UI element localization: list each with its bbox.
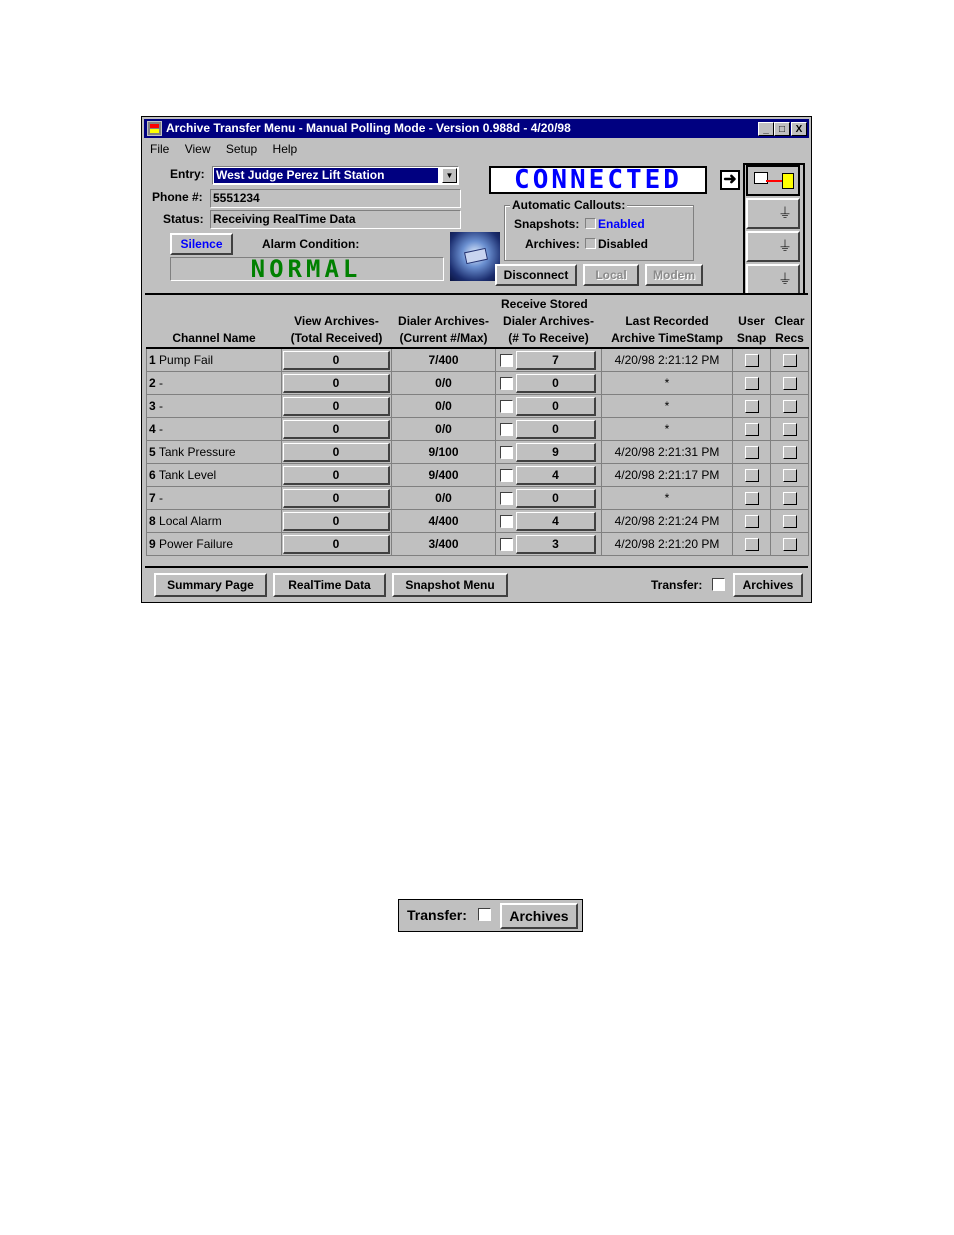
status-label: Status: — [163, 212, 204, 226]
footer-divider — [145, 566, 808, 568]
view-archives-cell — [282, 510, 392, 533]
detail-transfer-label: Transfer: — [407, 907, 467, 923]
view-archives-cell — [282, 372, 392, 395]
channel-name-cell — [147, 372, 282, 395]
receive-count-button[interactable]: 0 — [516, 374, 596, 393]
line-1-button[interactable] — [746, 198, 800, 229]
disconnect-button[interactable]: Disconnect — [495, 264, 577, 286]
ground-icon: ⏚ — [778, 205, 792, 221]
line-3-button[interactable] — [746, 264, 800, 295]
view-archives-button[interactable]: 0 — [283, 443, 390, 462]
detail-transfer-checkbox[interactable] — [478, 908, 491, 921]
dialer-receive-cell — [496, 372, 602, 395]
archive-transfer-window — [141, 116, 812, 603]
view-archives-button[interactable]: 0 — [283, 466, 390, 485]
network-icon — [754, 172, 768, 184]
arrow-right-icon[interactable]: ➜ — [720, 170, 740, 190]
receive-count-button[interactable]: 3 — [516, 535, 596, 554]
col-dialer-receive-l1: Dialer Archives- — [503, 314, 594, 328]
dialer-receive-cell — [496, 418, 602, 441]
clear-recs-cell — [771, 372, 809, 395]
snapshots-label: Snapshots: — [514, 217, 580, 231]
clear-recs-button[interactable] — [783, 492, 797, 505]
col-dialer-receive-l2: (# To Receive) — [508, 331, 589, 345]
minimize-button[interactable]: _ — [758, 122, 774, 136]
channel-number: 8 — [149, 514, 156, 528]
channel-name-cell — [147, 533, 282, 556]
detail-archives-button[interactable]: Archives — [500, 903, 578, 929]
summary-page-button[interactable]: Summary Page — [154, 573, 267, 597]
view-archives-button[interactable]: 0 — [283, 512, 390, 531]
menu-file[interactable]: File — [150, 142, 170, 156]
receive-checkbox[interactable] — [500, 377, 513, 390]
menu-help[interactable]: Help — [272, 142, 298, 156]
table-row — [147, 533, 809, 556]
user-snap-button[interactable] — [745, 377, 759, 390]
user-snap-button[interactable] — [745, 423, 759, 436]
title-bar[interactable] — [144, 119, 809, 138]
clear-recs-cell — [771, 418, 809, 441]
clear-recs-button[interactable] — [783, 538, 797, 551]
dialer-current-cell: 0/0 — [392, 487, 496, 510]
channel-name: Pump Fail — [159, 353, 214, 367]
network-link-icon — [766, 180, 782, 182]
user-snap-cell — [733, 372, 771, 395]
clear-recs-button[interactable] — [783, 469, 797, 482]
col-dialer-current-l2: (Current #/Max) — [399, 331, 488, 345]
modem-button[interactable]: Modem — [645, 264, 703, 286]
channel-number: 7 — [149, 491, 156, 505]
col-channel-name-label: Channel Name — [172, 331, 256, 345]
channel-number: 5 — [149, 445, 156, 459]
table-row — [147, 348, 809, 372]
channel-name: Power Failure — [159, 537, 234, 551]
col-user-snap-l1: User — [738, 314, 765, 328]
phone-label: Phone #: — [152, 190, 203, 204]
channel-name: - — [159, 491, 164, 505]
user-snap-cell — [733, 395, 771, 418]
timestamp-cell: * — [602, 372, 733, 395]
view-archives-cell — [282, 533, 392, 556]
receive-checkbox[interactable] — [500, 423, 513, 436]
realtime-data-button[interactable]: RealTime Data — [273, 573, 386, 597]
col-view-archives — [282, 313, 392, 348]
view-archives-cell — [282, 348, 392, 372]
col-view-archives-l2: (Total Received) — [290, 331, 383, 345]
dialer-receive-cell — [496, 395, 602, 418]
user-snap-cell — [733, 510, 771, 533]
ground-icon: ⏚ — [778, 271, 792, 287]
channel-number: 1 — [149, 353, 156, 367]
dialer-current-cell: 0/0 — [392, 372, 496, 395]
table-row — [147, 418, 809, 441]
timestamp-cell: 4/20/98 2:21:17 PM — [602, 464, 733, 487]
receive-checkbox[interactable] — [500, 538, 513, 551]
channel-name-cell — [147, 464, 282, 487]
phone-field[interactable]: 5551234 — [210, 189, 461, 208]
alarm-condition-label: Alarm Condition: — [262, 237, 360, 251]
snapshot-menu-button[interactable]: Snapshot Menu — [392, 573, 508, 597]
clear-recs-cell — [771, 395, 809, 418]
col-clear-recs — [771, 313, 809, 348]
dialer-current-cell: 0/0 — [392, 395, 496, 418]
channel-number: 2 — [149, 376, 156, 390]
receive-checkbox[interactable] — [500, 515, 513, 528]
header-divider — [145, 293, 808, 295]
transfer-checkbox[interactable] — [712, 578, 725, 591]
app-icon[interactable] — [147, 121, 162, 136]
modem-device-icon — [782, 173, 794, 189]
window-title: Archive Transfer Menu - Manual Polling Mode - Version 0.988d - 4/20/98 — [166, 121, 571, 135]
transfer-label: Transfer: — [651, 578, 703, 592]
timestamp-cell: 4/20/98 2:21:24 PM — [602, 510, 733, 533]
user-snap-button[interactable] — [745, 538, 759, 551]
col-channel-name — [147, 313, 282, 348]
col-clear-recs-l2: Recs — [775, 331, 804, 345]
clear-recs-cell — [771, 441, 809, 464]
channel-name-cell — [147, 418, 282, 441]
user-snap-button[interactable] — [745, 354, 759, 367]
dialer-current-cell: 4/400 — [392, 510, 496, 533]
clear-recs-button[interactable] — [783, 446, 797, 459]
maximize-button[interactable]: □ — [774, 122, 790, 136]
clear-recs-cell — [771, 533, 809, 556]
user-snap-cell — [733, 441, 771, 464]
channel-name: - — [159, 422, 164, 436]
channel-number: 3 — [149, 399, 156, 413]
receive-count-button[interactable]: 4 — [516, 512, 596, 531]
entry-selected-value: West Judge Perez Lift Station — [214, 168, 438, 183]
table-row — [147, 464, 809, 487]
dialer-current-cell: 7/400 — [392, 348, 496, 372]
user-snap-button[interactable] — [745, 515, 759, 528]
table-row — [147, 510, 809, 533]
view-archives-button[interactable]: 0 — [283, 489, 390, 508]
dialer-receive-cell — [496, 348, 602, 372]
ground-icon: ⏚ — [778, 238, 792, 254]
channel-name: Tank Pressure — [158, 445, 236, 459]
channel-number: 4 — [149, 422, 156, 436]
alarm-condition-value: NORMAL — [250, 257, 362, 281]
channel-name-cell — [147, 487, 282, 510]
satellite-logo-icon — [450, 232, 500, 281]
channel-table — [146, 313, 809, 556]
receive-count-button[interactable]: 0 — [516, 489, 596, 508]
view-archives-button[interactable]: 0 — [283, 535, 390, 554]
timestamp-cell: 4/20/98 2:21:20 PM — [602, 533, 733, 556]
table-row — [147, 487, 809, 510]
line-2-button[interactable] — [746, 231, 800, 262]
receive-stored-header: Receive Stored — [501, 297, 588, 311]
channel-name-cell — [147, 441, 282, 464]
connection-status-display: CONNECTED — [489, 166, 707, 194]
menu-setup[interactable]: Setup — [225, 142, 258, 156]
dialer-receive-cell — [496, 510, 602, 533]
col-last-recorded-l2: Archive TimeStamp — [611, 331, 723, 345]
dialer-receive-cell — [496, 441, 602, 464]
view-archives-cell — [282, 418, 392, 441]
col-view-archives-l1: View Archives- — [294, 314, 379, 328]
timestamp-cell: * — [602, 487, 733, 510]
user-snap-cell — [733, 487, 771, 510]
alarm-condition-display — [170, 257, 444, 281]
dialer-receive-cell — [496, 533, 602, 556]
silence-button[interactable]: Silence — [170, 233, 233, 255]
col-user-snap-l2: Snap — [736, 331, 767, 345]
automatic-callouts-title: Automatic Callouts: — [512, 198, 626, 212]
automatic-callouts-group — [504, 205, 694, 261]
entry-dropdown[interactable] — [212, 166, 459, 185]
clear-recs-cell — [771, 464, 809, 487]
view-archives-button[interactable]: 0 — [283, 374, 390, 393]
timestamp-cell: * — [602, 418, 733, 441]
channel-name-cell — [147, 395, 282, 418]
channel-number: 6 — [149, 468, 156, 482]
view-archives-cell — [282, 395, 392, 418]
clear-recs-button[interactable] — [783, 377, 797, 390]
close-button[interactable]: X — [791, 122, 807, 136]
user-snap-cell — [733, 418, 771, 441]
receive-checkbox[interactable] — [500, 446, 513, 459]
channel-name: Local Alarm — [159, 514, 222, 528]
channel-number: 9 — [149, 537, 156, 551]
local-button[interactable]: Local — [583, 264, 639, 286]
status-field: Receiving RealTime Data — [210, 210, 461, 229]
channel-name-cell — [147, 348, 282, 372]
table-row — [147, 395, 809, 418]
channel-name: - — [159, 399, 164, 413]
receive-checkbox[interactable] — [500, 400, 513, 413]
col-dialer-current — [392, 313, 496, 348]
receive-count-button[interactable]: 9 — [516, 443, 596, 462]
user-snap-button[interactable] — [745, 469, 759, 482]
col-last-recorded-l1: Last Recorded — [625, 314, 709, 328]
user-snap-button[interactable] — [745, 400, 759, 413]
timestamp-cell: 4/20/98 2:21:31 PM — [602, 441, 733, 464]
clear-recs-button[interactable] — [783, 515, 797, 528]
entry-label: Entry: — [170, 167, 205, 181]
table-row — [147, 372, 809, 395]
menu-bar — [150, 142, 309, 158]
dialer-current-cell: 9/100 — [392, 441, 496, 464]
receive-count-button[interactable]: 0 — [516, 420, 596, 439]
receive-checkbox[interactable] — [500, 469, 513, 482]
user-snap-button[interactable] — [745, 492, 759, 505]
clear-recs-button[interactable] — [783, 400, 797, 413]
view-archives-button[interactable]: 0 — [283, 351, 390, 370]
clear-recs-cell — [771, 348, 809, 372]
receive-checkbox[interactable] — [500, 354, 513, 367]
channel-name: - — [159, 376, 164, 390]
archives-value: Disabled — [598, 237, 649, 251]
dialer-receive-cell — [496, 487, 602, 510]
channel-name: Tank Level — [158, 468, 217, 482]
satellite-body-icon — [464, 248, 488, 264]
dialer-current-cell: 9/400 — [392, 464, 496, 487]
table-row — [147, 441, 809, 464]
archives-label: Archives: — [525, 237, 580, 251]
col-dialer-receive — [496, 313, 602, 348]
transfer-detail-panel — [398, 899, 583, 932]
view-archives-cell — [282, 441, 392, 464]
network-button[interactable] — [746, 165, 800, 196]
col-user-snap — [733, 313, 771, 348]
col-last-recorded — [602, 313, 733, 348]
timestamp-cell: * — [602, 395, 733, 418]
view-archives-button[interactable]: 0 — [283, 420, 390, 439]
timestamp-cell: 4/20/98 2:21:12 PM — [602, 348, 733, 372]
archives-button[interactable]: Archives — [733, 573, 803, 597]
clear-recs-button[interactable] — [783, 354, 797, 367]
channel-name-cell — [147, 510, 282, 533]
receive-count-button[interactable]: 4 — [516, 466, 596, 485]
snapshots-value: Enabled — [598, 217, 645, 231]
user-snap-cell — [733, 533, 771, 556]
user-snap-button[interactable] — [745, 446, 759, 459]
dialer-receive-cell — [496, 464, 602, 487]
channel-rows — [147, 348, 809, 556]
receive-count-button[interactable]: 0 — [516, 397, 596, 416]
view-archives-cell — [282, 464, 392, 487]
col-dialer-current-l1: Dialer Archives- — [398, 314, 489, 328]
clear-recs-cell — [771, 487, 809, 510]
dialer-current-cell: 0/0 — [392, 418, 496, 441]
chevron-down-icon[interactable]: ▼ — [442, 168, 457, 183]
user-snap-cell — [733, 464, 771, 487]
col-clear-recs-l1: Clear — [774, 314, 805, 328]
snapshots-toggle[interactable] — [585, 218, 596, 229]
receive-count-button[interactable]: 7 — [516, 351, 596, 370]
clear-recs-button[interactable] — [783, 423, 797, 436]
view-archives-button[interactable]: 0 — [283, 397, 390, 416]
dialer-current-cell: 3/400 — [392, 533, 496, 556]
archives-toggle[interactable] — [585, 238, 596, 249]
view-archives-cell — [282, 487, 392, 510]
receive-checkbox[interactable] — [500, 492, 513, 505]
clear-recs-cell — [771, 510, 809, 533]
user-snap-cell — [733, 348, 771, 372]
menu-view[interactable]: View — [184, 142, 211, 156]
